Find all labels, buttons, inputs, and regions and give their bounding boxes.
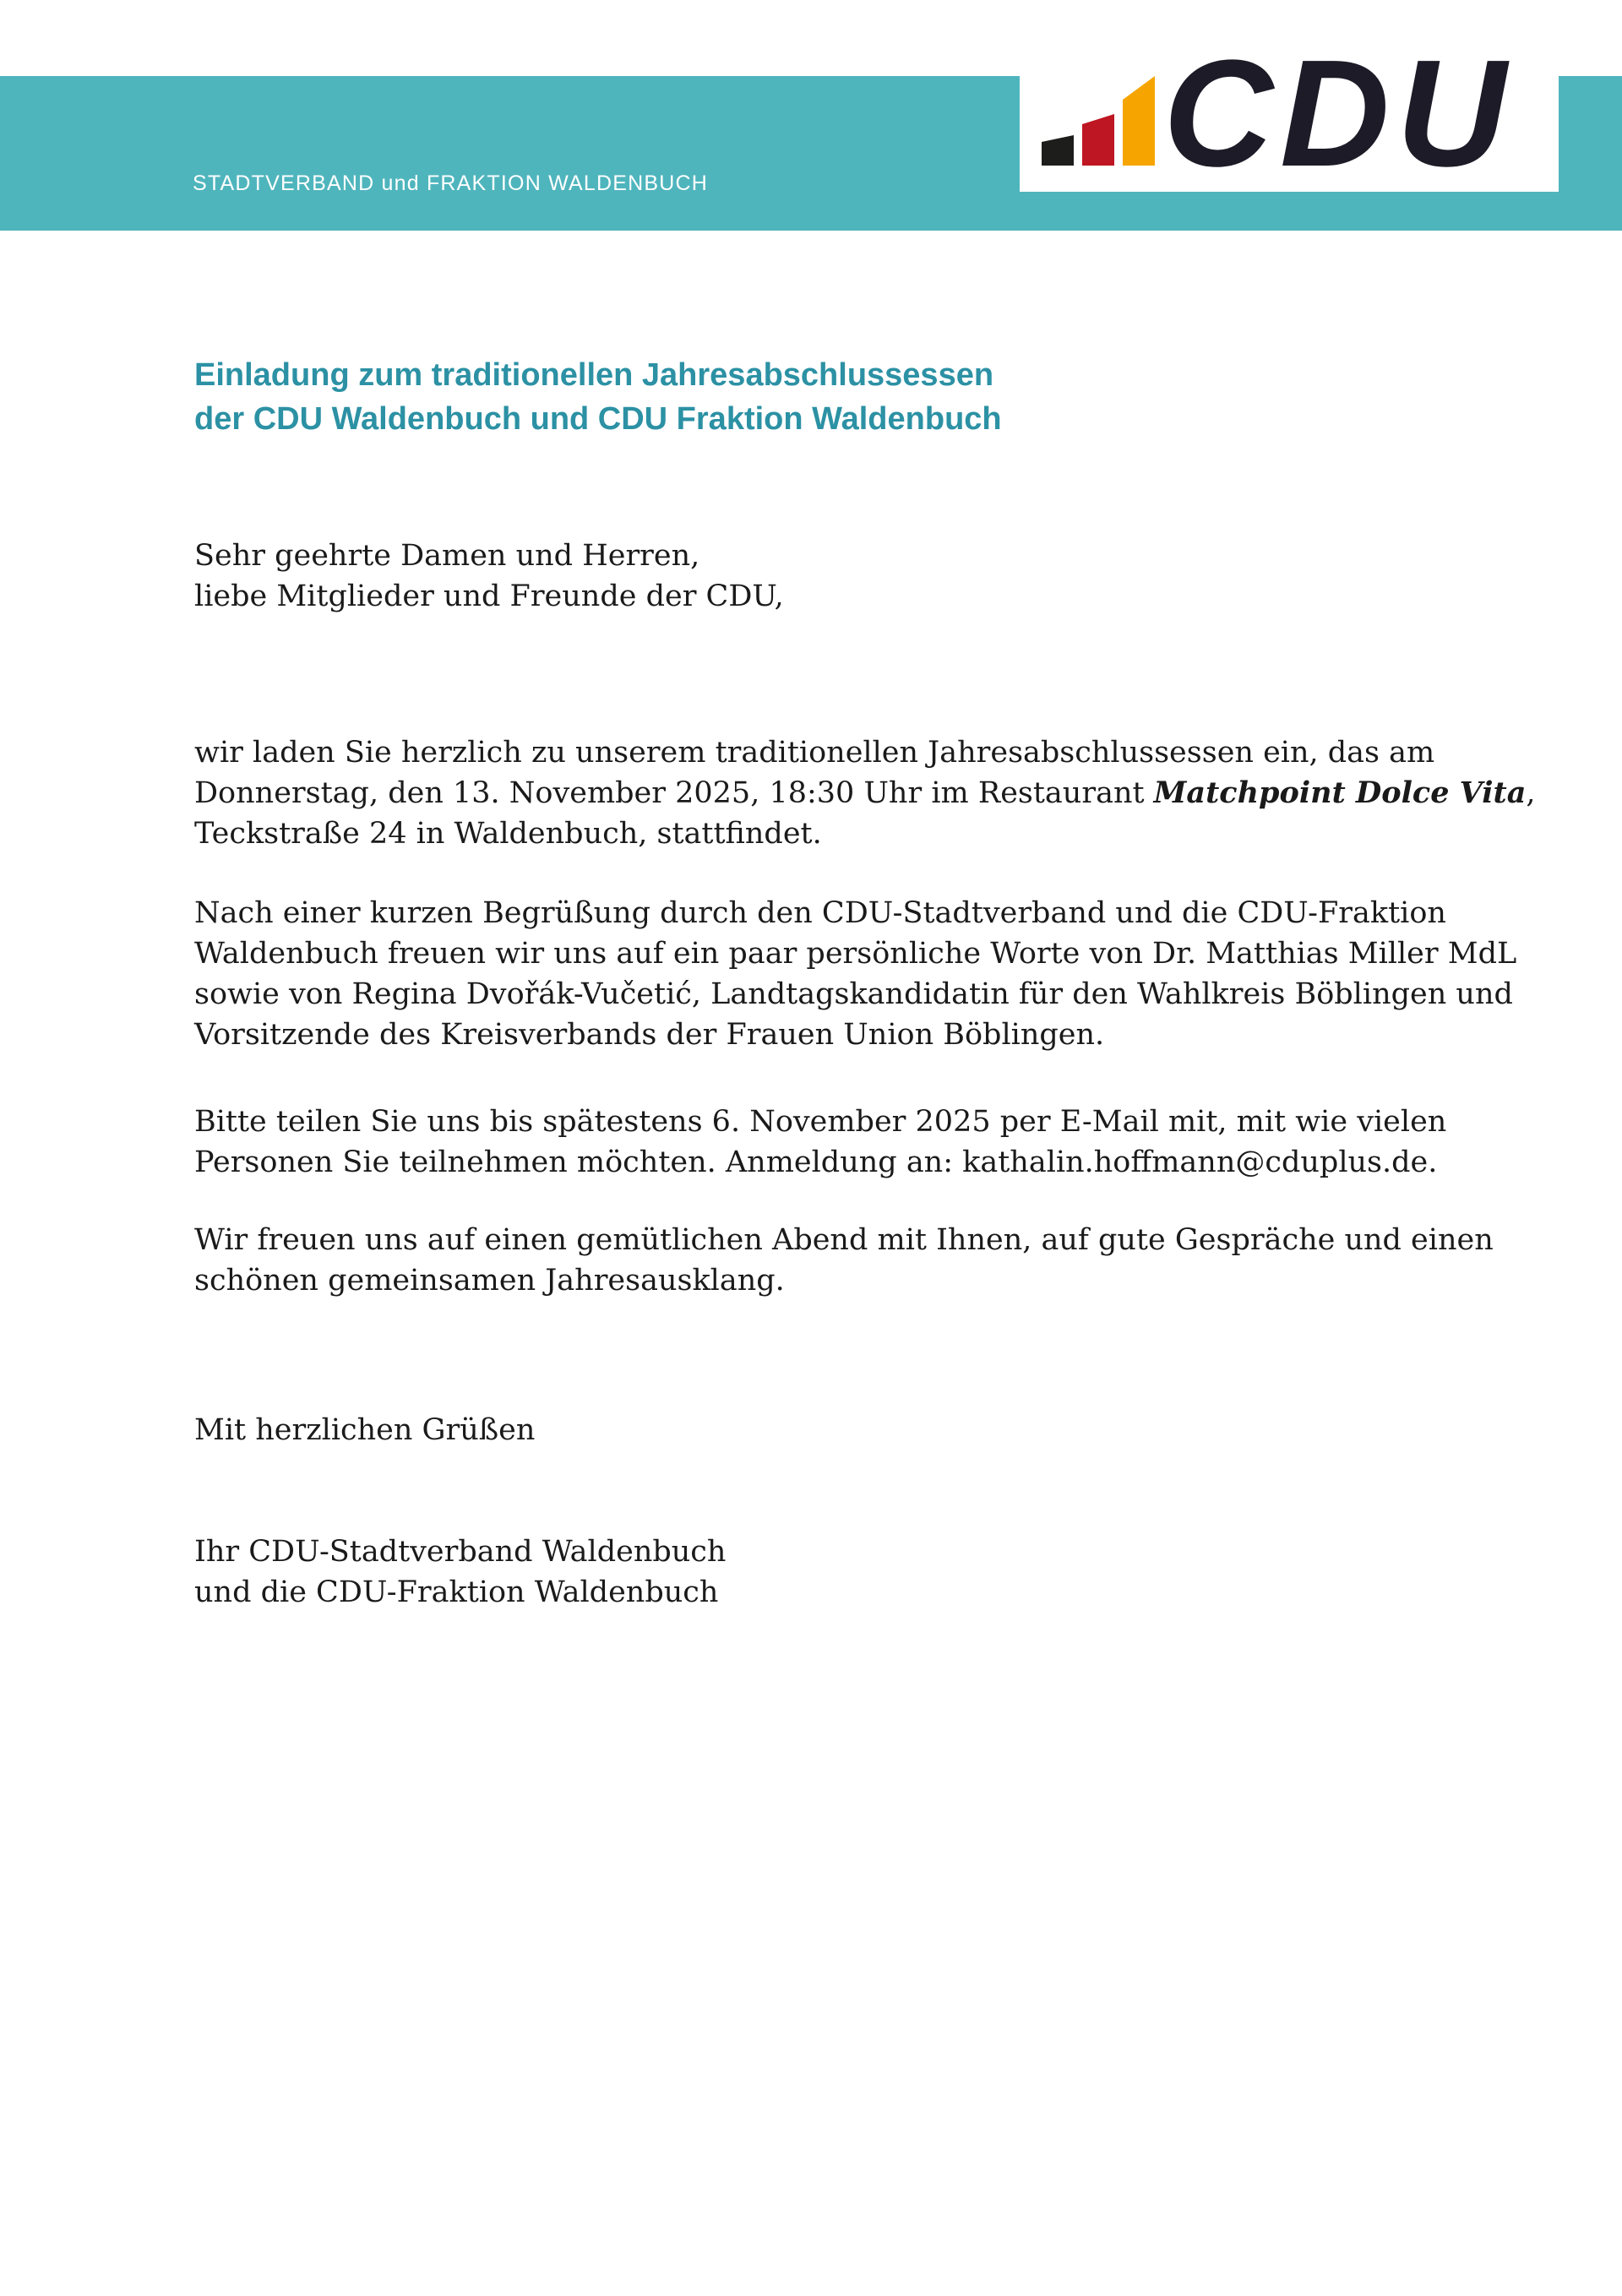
- cdu-logo-box: [1020, 0, 1559, 192]
- restaurant-name: Matchpoint Dolce Vita: [1153, 775, 1527, 810]
- text-line: Teckstraße 24 in Waldenbuch, stattfindet.: [194, 817, 822, 851]
- logo-bar-black-icon: [1042, 135, 1074, 166]
- text-line: Personen Sie teilnehmen möchten. Anmeldung an: kathalin.hoffmann@cduplus.de.: [194, 1145, 1438, 1179]
- paragraph-rsvp: [194, 1102, 1446, 1183]
- closing-line: [194, 1410, 535, 1450]
- text-line: wir laden Sie herzlich zu unserem traditionellen Jahresabschlussessen ein, das am: [194, 736, 1435, 770]
- text-line: Nach einer kurzen Begrüßung durch den CDU-Stadtverband und die CDU-Fraktion: [194, 896, 1446, 930]
- text-line: Ihr CDU-Stadtverband Waldenbuch: [194, 1535, 727, 1569]
- text-line: Sehr geehrte Damen und Herren,: [194, 539, 700, 573]
- paragraph-program: [194, 893, 1516, 1055]
- text-line: Vorsitzende des Kreisverbands der Frauen Union Böblingen.: [194, 1018, 1105, 1052]
- salutation: [194, 536, 784, 617]
- title-line: Einladung zum traditionellen Jahresabschlussessen: [194, 357, 994, 393]
- cdu-logo-icon: [1020, 0, 1559, 192]
- text-line: [194, 773, 1536, 813]
- paragraph-invitation: [194, 732, 1536, 854]
- text-line: Bitte teilen Sie uns bis spätestens 6. November 2025 per E-Mail mit, mit wie vielen: [194, 1105, 1447, 1139]
- text-span: Donnerstag, den 13. November 2025, 18:30 Uhr im Restaurant: [194, 776, 1154, 810]
- text-line: liebe Mitglieder und Freunde der CDU,: [194, 579, 784, 613]
- text-line: Waldenbuch freuen wir uns auf ein paar persönliche Worte von Dr. Matthias Miller MdL: [194, 937, 1517, 971]
- logo-bar-orange-icon: [1123, 76, 1155, 166]
- text-line: sowie von Regina Dvořák-Vučetić, Landtagskandidatin für den Wahlkreis Böblingen und: [194, 977, 1513, 1011]
- cdu-logo-text: CDU: [1163, 29, 1513, 192]
- title-line: der CDU Waldenbuch und CDU Fraktion Waldenbuch: [194, 401, 1002, 437]
- text-line: Mit herzlichen Grüßen: [194, 1413, 536, 1447]
- text-line: schönen gemeinsamen Jahresausklang.: [194, 1264, 785, 1298]
- text-line: Wir freuen uns auf einen gemütlichen Abend mit Ihnen, auf gute Gespräche und einen: [194, 1223, 1494, 1257]
- band-label: STADTVERBAND und FRAKTION WALDENBUCH: [193, 171, 708, 195]
- logo-bar-red-icon: [1082, 114, 1114, 166]
- text-line: und die CDU-Fraktion Waldenbuch: [194, 1575, 719, 1609]
- text-span: ,: [1526, 776, 1536, 810]
- letter-title: [194, 353, 1002, 441]
- paragraph-outlook: [194, 1220, 1494, 1301]
- signature: [194, 1532, 726, 1613]
